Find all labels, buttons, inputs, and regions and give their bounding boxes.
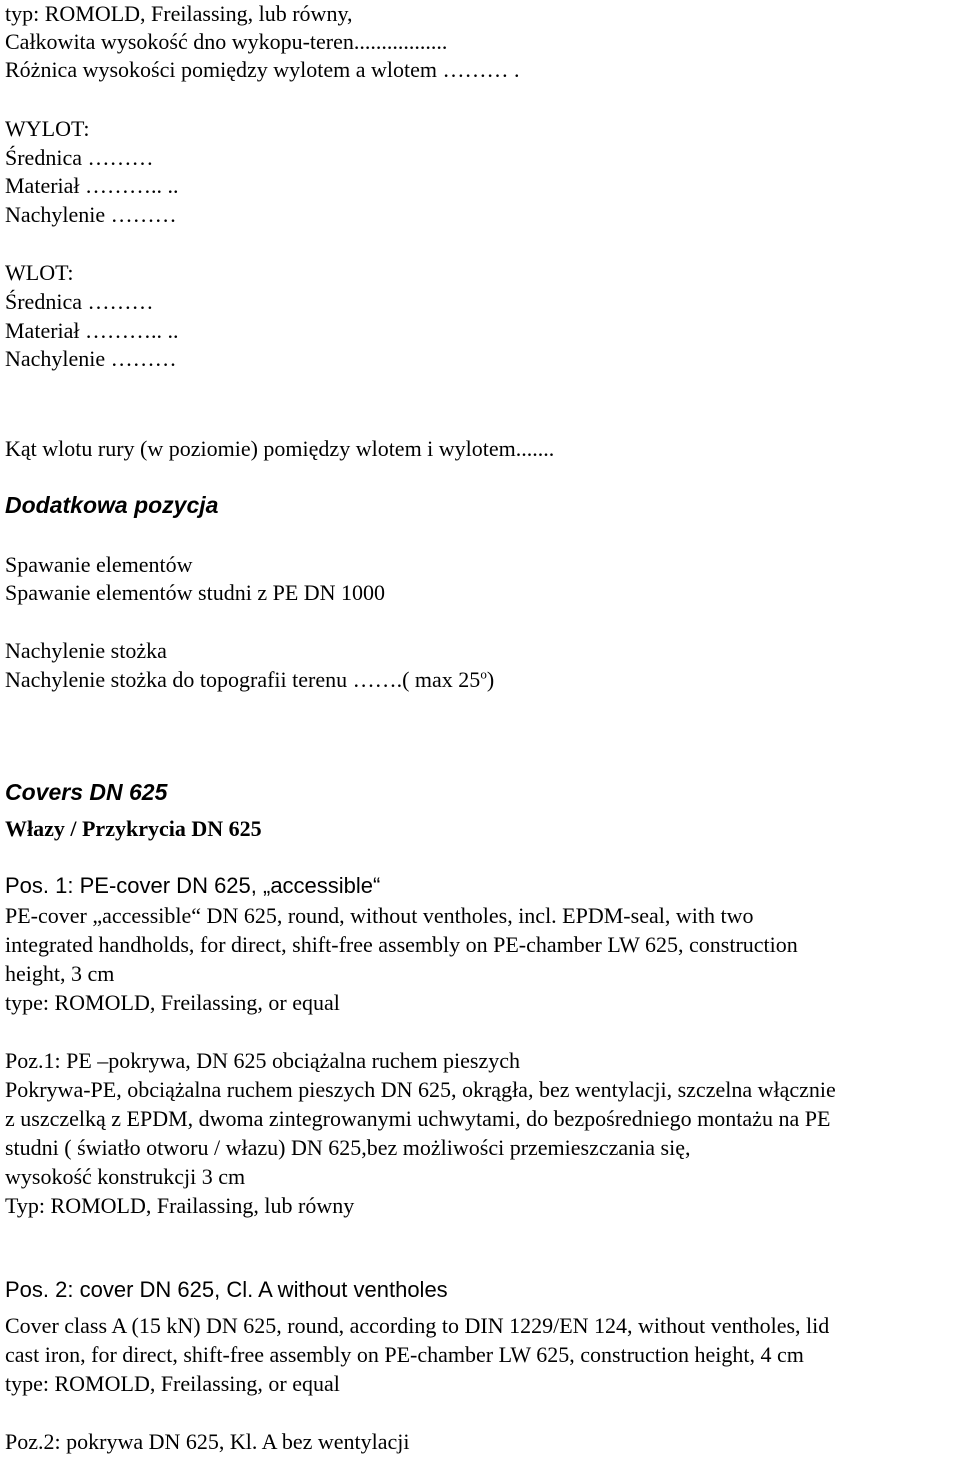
poz1-description-line-1: Pokrywa-PE, obciążalna ruchem pieszych DN 625, okrągła, bez wentylacji, szczelna włącznie — [5, 1077, 836, 1102]
outlet-slope-line: Nachylenie ……… — [5, 202, 177, 227]
pos1-description-line-1: PE-cover „accessible“ DN 625, round, without ventholes, incl. EPDM-seal, with two — [5, 903, 754, 928]
pos1-description-line-2: integrated handholds, for direct, shift-free assembly on PE-chamber LW 625, construction — [5, 932, 798, 957]
cone-slope-title: Nachylenie stożka — [5, 638, 167, 663]
additional-section-heading: Dodatkowa pozycja — [5, 492, 219, 518]
pos2-title: Pos. 2: cover DN 625, Cl. A without ventholes — [5, 1277, 448, 1302]
poz2-title: Poz.2: pokrywa DN 625, Kl. A bez wentylacji — [5, 1429, 410, 1454]
pos1-type-line: type: ROMOLD, Freilassing, or equal — [5, 990, 340, 1015]
inlet-diameter-line: Średnica ……… — [5, 289, 154, 314]
pos1-description-line-3: height, 3 cm — [5, 961, 115, 986]
degree-superscript: o — [480, 666, 487, 682]
welding-title: Spawanie elementów — [5, 552, 193, 577]
covers-heading: Covers DN 625 — [5, 779, 168, 805]
inlet-material-line: Materiał ……….. .. — [5, 318, 179, 343]
cone-slope-close: ) — [486, 667, 495, 692]
intro-type-line: typ: ROMOLD, Freilassing, lub równy, — [5, 1, 353, 26]
cone-slope-description — [5, 666, 494, 694]
outlet-heading: WYLOT: — [5, 116, 90, 141]
pos1-title: Pos. 1: PE-cover DN 625, „accessible“ — [5, 873, 381, 898]
outlet-diameter-line: Średnica ……… — [5, 145, 154, 170]
pos2-type-line: type: ROMOLD, Freilassing, or equal — [5, 1371, 340, 1396]
pos2-description-line-2: cast iron, for direct, shift-free assembly on PE-chamber LW 625, construction height, 4 cm — [5, 1342, 804, 1367]
poz1-title: Poz.1: PE –pokrywa, DN 625 obciążalna ruchem pieszych — [5, 1048, 521, 1073]
poz1-type-line: Typ: ROMOLD, Frailassing, lub równy — [5, 1193, 355, 1218]
intro-total-height-line: Całkowita wysokość dno wykopu-teren................. — [5, 29, 448, 54]
poz1-description-line-4: wysokość konstrukcji 3 cm — [5, 1164, 246, 1189]
pos2-description-line-1: Cover class A (15 kN) DN 625, round, according to DIN 1229/EN 124, without ventholes, lid — [5, 1313, 830, 1338]
outlet-material-line: Materiał ……….. .. — [5, 173, 179, 198]
covers-subheading: Włazy / Przykrycia DN 625 — [5, 816, 262, 841]
welding-description: Spawanie elementów studni z PE DN 1000 — [5, 580, 386, 605]
inlet-slope-line: Nachylenie ……… — [5, 346, 177, 371]
poz1-description-line-2: z uszczelką z EPDM, dwoma zintegrowanymi uchwytami, do bezpośredniego montażu na PE — [5, 1106, 831, 1131]
poz1-description-line-3: studni ( światło otworu / włazu) DN 625,bez możliwości przemieszczania się, — [5, 1135, 691, 1160]
intro-height-difference-line: Różnica wysokości pomiędzy wylotem a wlotem ……… . — [5, 57, 520, 82]
inlet-outlet-angle-line: Kąt wlotu rury (w poziomie) pomiędzy wlotem i wylotem....... — [5, 436, 555, 461]
cone-slope-text: Nachylenie stożka do topografii terenu …….( max 25 — [5, 667, 481, 692]
inlet-heading: WLOT: — [5, 260, 74, 285]
